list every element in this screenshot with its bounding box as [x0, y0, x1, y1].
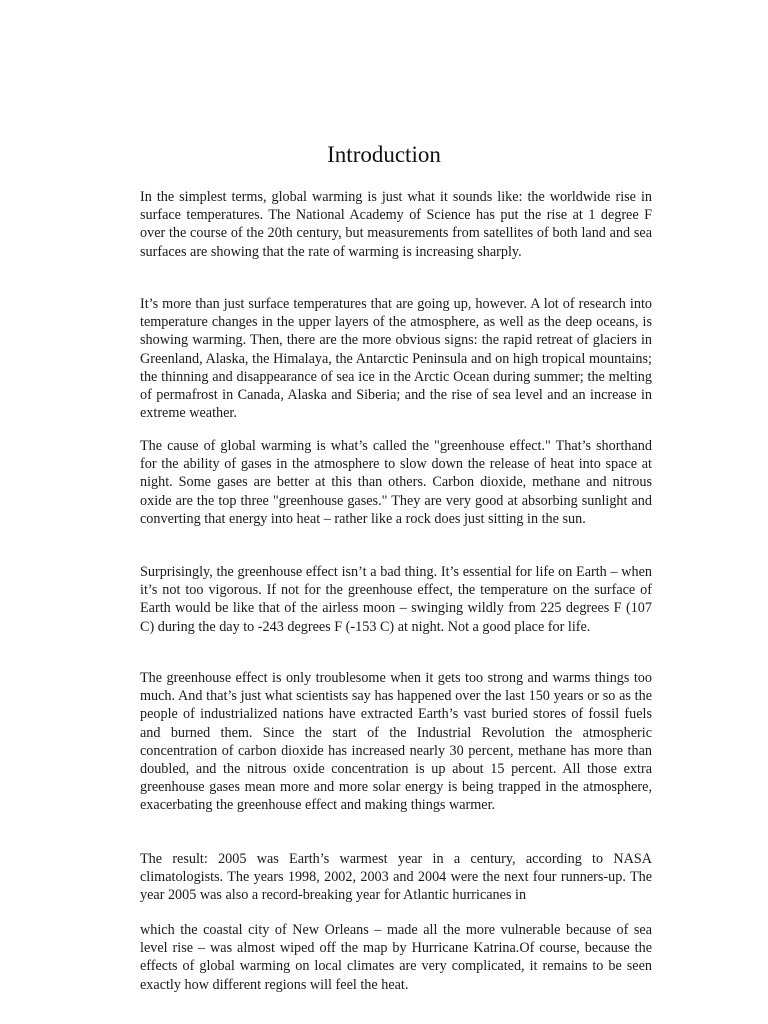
page-title: Introduction — [327, 142, 441, 167]
paragraph-1: In the simplest terms, global warming is just what it sounds like: the worldwide rise in surface temperatures. The National Academy of Science has put the rise at 1 degree F over the course of the 20th century, but measurements from satellites of both land and sea surfaces are showing that the rate of warming is increasing sharply. — [140, 189, 652, 260]
paragraph-5: The greenhouse effect is only troublesome when it gets too strong and warms things too much. And that’s just what scientists say has happened over the last 150 years or so as the people of industrialized nations have extracted Earth’s vast buried stores of fossil fuels and burned them. Since the start of the Industrial Revolution the atmospheric concentration of carbon dioxide has increased nearly 30 percent, methane has more than doubled, and the nitrous oxide concentration is up about 15 percent. All those extra greenhouse gases mean more and more solar energy is being trapped in the atmosphere, exacerbating the greenhouse effect and making things warmer. — [140, 670, 652, 814]
paragraph-6: The result: 2005 was Earth’s warmest year in a century, according to NASA climatologists. The years 1998, 2002, 2003 and 2004 were the next four runners-up. The year 2005 was also a record-breaking year for Atlantic hurricanes in — [140, 851, 652, 904]
paragraph-4: Surprisingly, the greenhouse effect isn’t a bad thing. It’s essential for life on Earth – when it’s not too vigorous. If not for the greenhouse effect, the temperature on the surface of Earth would be like that of the airless moon – swinging wildly from 225 degrees F (107 C) during the day to -243 degrees F (-153 C) at night. Not a good place for life. — [140, 564, 652, 635]
paragraph-3: The cause of global warming is what’s called the "greenhouse effect." That’s shorthand for the ability of gases in the atmosphere to slow down the release of heat into space at night. Some gases are better at this than others. Carbon dioxide, methane and nitrous oxide are the top three "greenhouse gases." They are very good at absorbing sunlight and converting that energy into heat – rather like a rock does just sitting in the sun. — [140, 438, 652, 527]
paragraph-2: It’s more than just surface temperatures that are going up, however. A lot of research into temperature changes in the upper layers of the atmosphere, as well as the deep oceans, is showing warming. Then, there are the more obvious signs: the rapid retreat of glaciers in Greenland, Alaska, the Himalaya, the Antarctic Peninsula and on high tropical mountains; the thinning and disappearance of sea ice in the Arctic Ocean during summer; the melting of permafrost in Canada, Alaska and Siberia; and the rise of sea level and an increase in extreme weather. — [140, 296, 652, 422]
paragraph-7: which the coastal city of New Orleans – made all the more vulnerable because of sea level rise – was almost wiped off the map by Hurricane Katrina.Of course, because the effects of global warming on local climates are very complicated, it remains to be seen exactly how different regions will feel the heat. — [140, 922, 652, 993]
